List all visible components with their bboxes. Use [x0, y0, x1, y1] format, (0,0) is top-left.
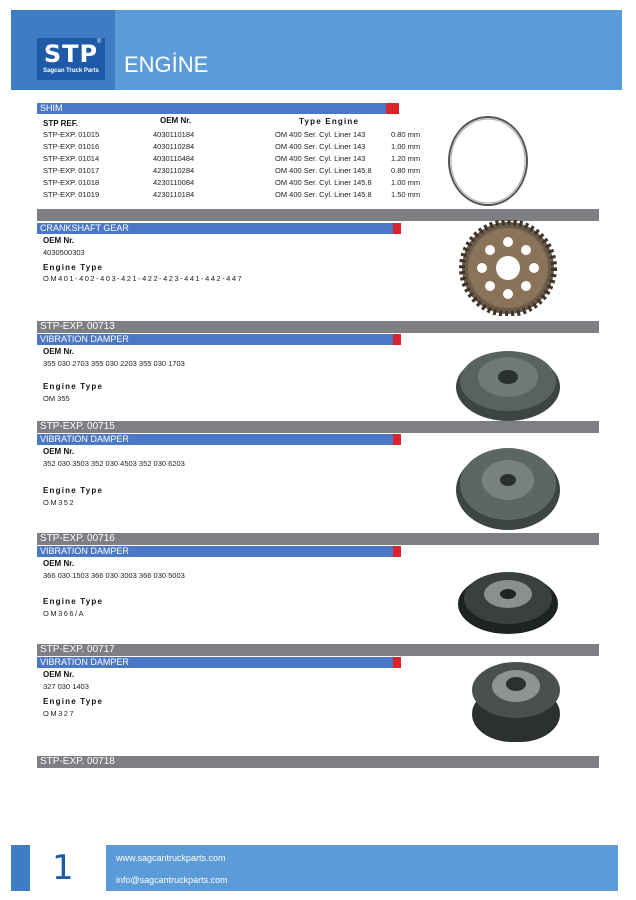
engine-value-00717: OM327 — [43, 709, 76, 718]
cell-oem: 4230110084 — [153, 178, 195, 187]
cell-size: 1.00 mm — [391, 142, 421, 151]
oem-value-00715: 352 030 3503 352 030 4503 352 030 6203 — [43, 459, 185, 468]
oem-label-00716: OEM Nr. — [43, 559, 75, 568]
table-row — [43, 189, 443, 201]
cell-type-engine: OM 400 Ser. Cyl. Liner 143 — [275, 130, 366, 139]
cell-stp-ref: STP-EXP. 01019 — [43, 190, 100, 199]
oem-label-00713: OEM Nr. — [43, 347, 75, 356]
engine-value-00715: OM352 — [43, 498, 76, 507]
page-title: ENGİNE — [124, 52, 209, 77]
oem-value-00717: 327 030 1403 — [43, 682, 89, 691]
table-row — [43, 141, 443, 153]
oem-value-00716: 366 030 1503 366 030 3003 366 030 5003 — [43, 571, 185, 580]
col-stp-ref: STP REF. — [43, 119, 78, 128]
footer-left-band — [11, 845, 30, 891]
oem-label-00717: OEM Nr. — [43, 670, 75, 679]
engine-label-00715: Engine Type — [43, 486, 104, 495]
table-row — [43, 165, 443, 177]
shim-bar-accent — [386, 103, 399, 114]
website-link[interactable]: www.sagcantruckparts.com — [116, 853, 226, 863]
cell-stp-ref: STP-EXP. 01017 — [43, 166, 100, 175]
item-bar-00717: VIBRATION DAMPER — [37, 657, 393, 668]
crank-oem-label: OEM Nr. — [43, 236, 75, 245]
shim-table — [43, 129, 443, 201]
vibration-damper-image-00716 — [456, 564, 560, 636]
cell-oem: 4230110284 — [153, 166, 195, 175]
cell-size: 0.80 mm — [391, 130, 421, 139]
vibration-damper-image-00713 — [454, 343, 562, 423]
cell-type-engine: OM 400 Ser. Cyl. Liner 143 — [275, 154, 366, 163]
item-bar-accent-00713 — [393, 334, 401, 345]
stp-logo — [37, 38, 105, 80]
engine-label-00716: Engine Type — [43, 597, 104, 606]
vibration-damper-image-00717 — [466, 656, 566, 754]
oem-label-00715: OEM Nr. — [43, 447, 75, 456]
vibration-damper-image-00715 — [454, 440, 562, 532]
crank-oem-value: 4030500303 — [43, 248, 85, 257]
header-banner — [115, 10, 622, 90]
logo-text: STP — [43, 40, 99, 68]
email-link[interactable]: info@sagcantruckparts.com — [116, 875, 228, 885]
logo-registered: ® — [97, 39, 102, 45]
shim-ring-image — [445, 113, 531, 209]
crankshaft-gear-image — [456, 220, 560, 316]
col-type-engine: Type Engine — [299, 117, 360, 126]
cell-oem: 4230110184 — [153, 190, 195, 199]
engine-value-00713: OM 355 — [43, 394, 70, 403]
ref-bar-00713: STP-EXP. 00713 — [37, 321, 599, 333]
page-number: 1 — [52, 848, 74, 888]
cell-type-engine: OM 400 Ser. Cyl. Liner 145.8 — [275, 190, 372, 199]
cell-oem: 4030110284 — [153, 142, 195, 151]
item-bar-accent-00717 — [393, 657, 401, 668]
table-row — [43, 177, 443, 189]
crank-engine-value: OM401-402-403-421-422-423-441-442-447 — [43, 274, 244, 283]
col-oem-nr: OEM Nr. — [160, 116, 192, 125]
ref-bar-00716: STP-EXP. 00716 — [37, 533, 599, 545]
cell-type-engine: OM 400 Ser. Cyl. Liner 145.8 — [275, 178, 372, 187]
engine-value-00716: OM366/A — [43, 609, 86, 618]
item-bar-00713: VIBRATION DAMPER — [37, 334, 393, 345]
cell-oem: 4030110184 — [153, 130, 195, 139]
item-bar-00715: VIBRATION DAMPER — [37, 434, 393, 445]
crank-engine-label: Engine Type — [43, 263, 104, 272]
ref-bar-00717: STP-EXP. 00717 — [37, 644, 599, 656]
item-bar-accent-00715 — [393, 434, 401, 445]
ref-bar-00718: STP-EXP. 00718 — [37, 756, 599, 768]
table-row — [43, 153, 443, 165]
table-row — [43, 129, 443, 141]
cell-stp-ref: STP-EXP. 01018 — [43, 178, 100, 187]
engine-label-00717: Engine Type — [43, 697, 104, 706]
logo-subtitle: Sagcan Truck Parts — [43, 68, 99, 74]
ref-bar-00715: STP-EXP. 00715 — [37, 421, 599, 433]
shim-bar: SHIM — [37, 103, 386, 114]
cell-stp-ref: STP-EXP. 01015 — [43, 130, 100, 139]
cell-type-engine: OM 400 Ser. Cyl. Liner 143 — [275, 142, 366, 151]
crank-bar-accent — [393, 223, 401, 234]
cell-size: 1.00 mm — [391, 178, 421, 187]
cell-stp-ref: STP-EXP. 01016 — [43, 142, 100, 151]
cell-size: 0.80 mm — [391, 166, 421, 175]
item-bar-00716: VIBRATION DAMPER — [37, 546, 393, 557]
cell-oem: 4030110484 — [153, 154, 195, 163]
cell-size: 1.50 mm — [391, 190, 421, 199]
crank-bar: CRANKSHAFT GEAR — [37, 223, 393, 234]
engine-label-00713: Engine Type — [43, 382, 104, 391]
oem-value-00713: 355 030 2703 355 030 2203 355 030 1703 — [43, 359, 185, 368]
item-bar-accent-00716 — [393, 546, 401, 557]
cell-type-engine: OM 400 Ser. Cyl. Liner 145.8 — [275, 166, 372, 175]
cell-size: 1.20 mm — [391, 154, 421, 163]
cell-stp-ref: STP-EXP. 01014 — [43, 154, 100, 163]
